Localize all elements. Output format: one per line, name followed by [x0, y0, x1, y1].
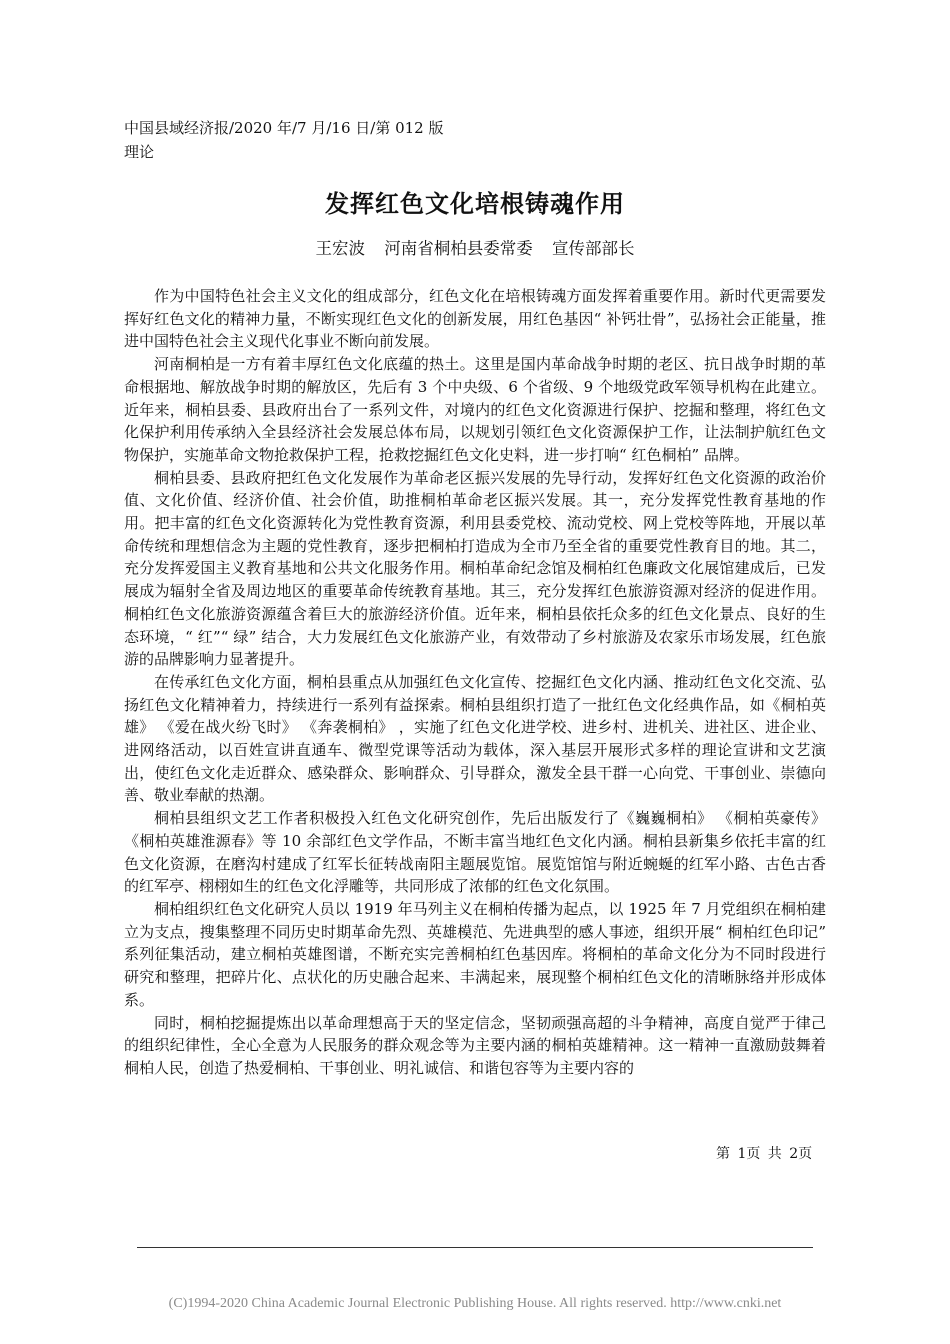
paragraph: 桐柏组织红色文化研究人员以 1919 年马列主义在桐柏传播为起点，以 1925 年 7 月党组织在桐柏建立为支点，搜集整理不同历史时期革命先烈、英雄模范、先进典型的感人事迹，组织开展“ 桐柏红色印记” 系列征集活动，建立桐柏英雄图谱，不断充实完善桐柏红色基因库。将桐柏的革命文化分为不同时段进行研究和整理，把碎片化、点状化的历史融合起来、丰满起来，展现整个桐柏红色文化的清晰脉络并形成体系。: [124, 899, 826, 1009]
page-indicator: 第 1页 共 2页: [716, 1146, 813, 1162]
paragraph: 河南桐柏是一方有着丰厚红色文化底蕴的热土。这里是国内革命战争时期的老区、抗日战争时期的革命根据地、解放战争时期的解放区，先后有 3 个中央级、6 个省级、9 个地级党政军领导机构在此建立。近年来，桐柏县委、县政府出台了一系列文件，对境内的红色文化资源进行保护、挖掘和整理，将红色文化保护利用传承纳入全县经济社会发展总体布局，以规划引领红色文化资源保护工作，让法制护航红色文物保护，实施革命文物抢救保护工程，抢救挖掘红色文化史料，进一步打响“ 红色桐柏” 品牌。: [124, 355, 826, 464]
source-line: 中国县域经济报/2020 年/7 月/16 日/第 012 版理论: [124, 119, 444, 161]
footer-divider: [137, 1247, 813, 1248]
paragraph: 作为中国特色社会主义文化的组成部分，红色文化在培根铸魂方面发挥着重要作用。新时代更需要发挥好红色文化的精神力量，不断实现红色文化的创新发展，用红色基因“ 补钙壮骨”，弘扬社会正能量，推进中国特色社会主义现代化事业不断向前发展。: [124, 287, 826, 351]
paragraph: 同时，桐柏挖掘提炼出以革命理想高于天的坚定信念，坚韧顽强高超的斗争精神，高度自觉严于律己的组织纪律性，全心全意为人民服务的群众观念等为主要内涵的桐柏英雄精神。这一精神一直激励鼓舞着桐柏人民，创造了热爱桐柏、干事创业、明礼诚信、和谐包容等为主要内容的: [124, 1013, 826, 1077]
article-title: 发挥红色文化培根铸魂作用: [325, 189, 625, 218]
author-line: 王宏波 河南省桐柏县委常委 宣传部部长: [315, 239, 635, 258]
paragraph: 在传承红色文化方面，桐柏县重点从加强红色文化宣传、挖掘红色文化内涵、推动红色文化交流、弘扬红色文化精神着力，持续进行一系列有益探索。桐柏县组织打造了一批红色文化经典作品，如《桐柏英雄》 《爱在战火纷飞时》 《奔袭桐柏》 ，实施了红色文化进学校、进乡村、进机关、进社区、进企业、进网络活动，以百姓宣讲直通车、微型党课等活动为载体，深入基层开展形式多样的理论宣讲和文艺演出，使红色文化走近群众、感染群众、影响群众、引导群众，激发全县干群一心向党、干事创业、崇德向善、敬业奉献的热潮。: [124, 672, 826, 805]
paragraph: 桐柏县组织文艺工作者积极投入红色文化研究创作，先后出版发行了《巍巍桐柏》 《桐柏英豪传》《桐柏英雄淮源春》等 10 余部红色文学作品，不断丰富当地红色文化内涵。桐柏县新集乡依托丰富的红色文化资源，在磨沟村建成了红军长征转战南阳主题展览馆。展览馆馆与附近蜿蜒的红军小路、古色古香的红军亭、栩栩如生的红色文化浮雕等，共同形成了浓郁的红色文化氛围。: [124, 809, 826, 896]
paragraph: 桐柏县委、县政府把红色文化发展作为革命老区振兴发展的先导行动，发挥好红色文化资源的政治价值、文化价值、经济价值、社会价值，助推桐柏革命老区振兴发展。其一，充分发挥党性教育基地的作用。把丰富的红色文化资源转化为党性教育资源，利用县委党校、流动党校、网上党校等阵地，开展以革命传统和理想信念为主题的党性教育，逐步把桐柏打造成为全市乃至全省的重要党性教育目的地。其二，充分发挥爱国主义教育基地和公共文化服务作用。桐柏革命纪念馆及桐柏红色廉政文化展馆建成后，已发展成为辐射全省及周边地区的重要革命传统教育基地。其三，充分发挥红色旅游资源对经济的促进作用。桐柏红色文化旅游资源蕴含着巨大的旅游经济价值。近年来，桐柏县依托众多的红色文化景点、良好的生态环境，“ 红”“ 绿” 结合，大力发展红色文化旅游产业，有效带动了乡村旅游及农家乐市场发展，红色旅游的品牌影响力显著提升。: [124, 468, 826, 669]
article-body: [124, 285, 826, 1080]
copyright-notice: (C)1994-2020 China Academic Journal Electronic Publishing House. All rights reserved. http://www.cnki.net: [168, 1296, 782, 1311]
